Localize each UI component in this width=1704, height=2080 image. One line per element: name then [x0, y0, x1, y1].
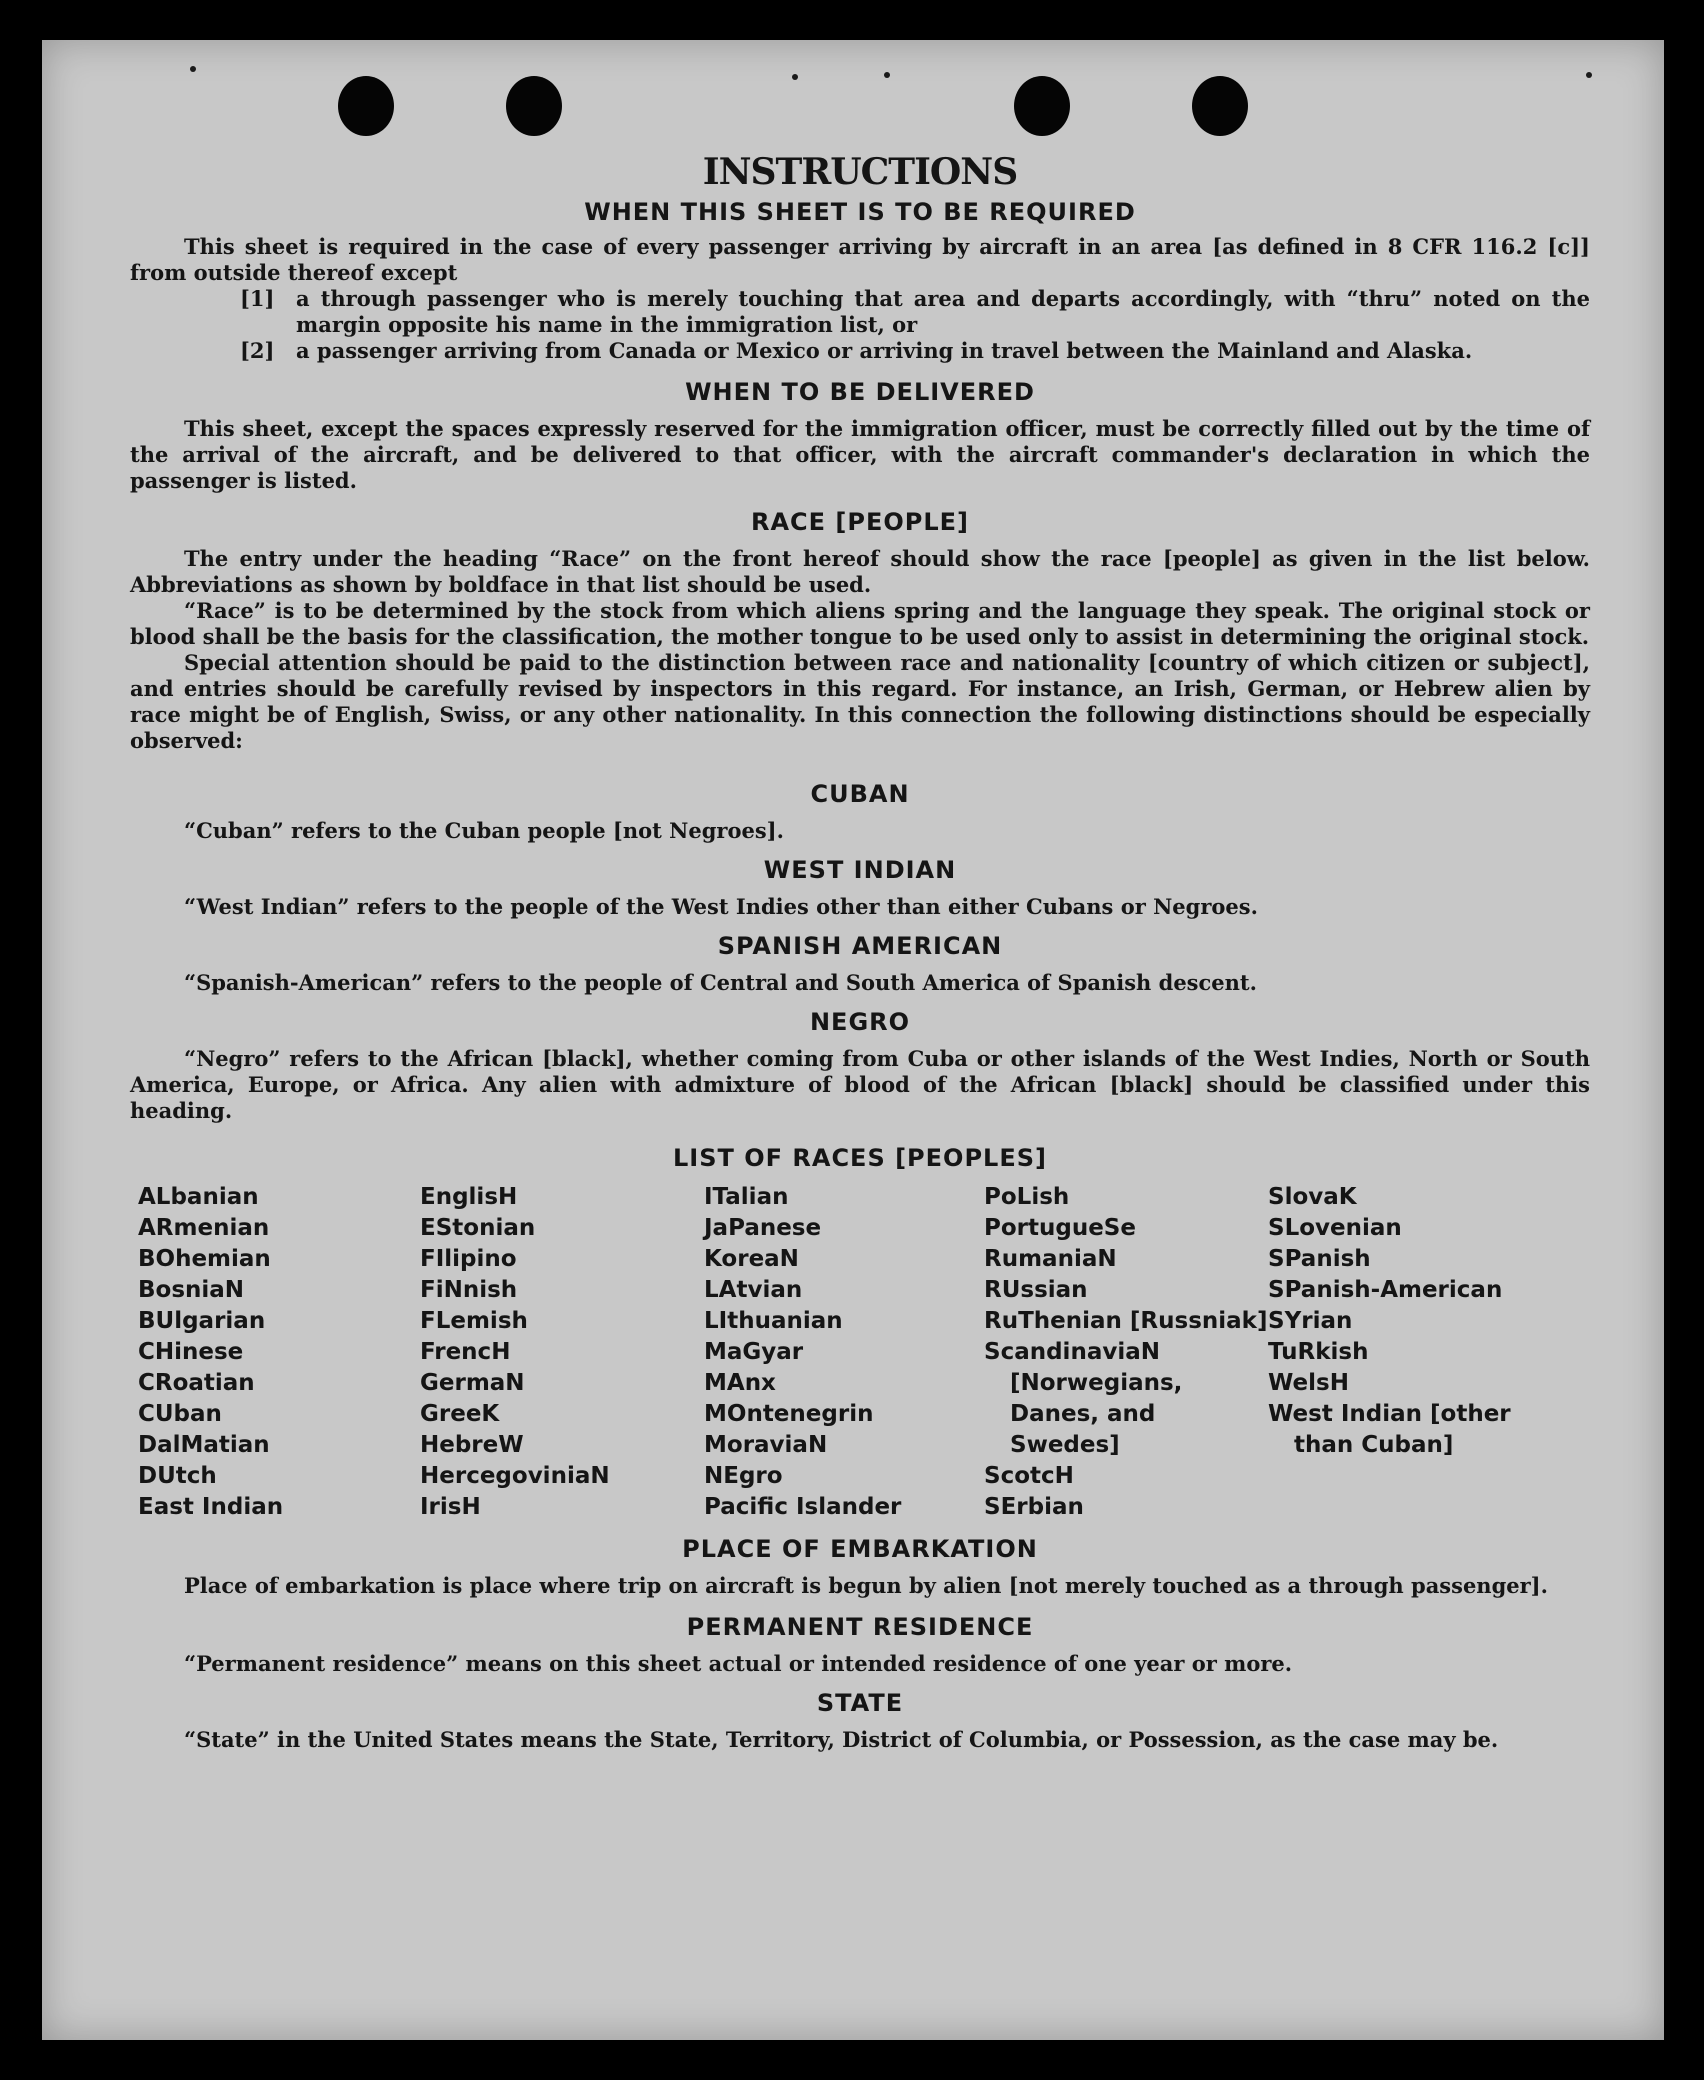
race-item: FLemish [420, 1308, 528, 1334]
race-item: IrisH [420, 1494, 481, 1520]
paragraph: “State” in the United States means the State, Territory, District of Columbia, or Possession, as the case may be. [184, 1727, 1499, 1752]
paragraph: This sheet is required in the case of every passenger arriving by aircraft in an area [as defined in 8 CFR 116.2 [c]] from outside thereof except [130, 234, 1590, 285]
race-item: BOhemian [138, 1246, 271, 1272]
race-item: MOntenegrin [704, 1401, 874, 1427]
race-item: ITalian [704, 1184, 789, 1210]
race-item: GreeK [420, 1401, 500, 1427]
race-item: HercegoviniaN [420, 1463, 610, 1489]
item-text: a passenger arriving from Canada or Mexico or arriving in travel between the Mainland and Alaska. [296, 338, 1473, 363]
speck [190, 66, 196, 72]
race-item: SErbian [984, 1494, 1084, 1520]
race-item: HebreW [420, 1432, 524, 1458]
race-item: DalMatian [138, 1432, 270, 1458]
item-text: a through passenger who is merely touching that area and departs accordingly, with “thru” noted on the margin opposite his name in the immigration list, or [296, 286, 1590, 337]
race-item: SPanish [1268, 1246, 1371, 1272]
section-heading: NEGRO [809, 1008, 911, 1036]
race-item: Pacific Islander [704, 1494, 902, 1520]
paragraph: “Cuban” refers to the Cuban people [not Negroes]. [184, 818, 784, 843]
race-item: ScotcH [984, 1463, 1074, 1489]
punch-hole [338, 76, 394, 136]
race-item: PortugueSe [984, 1215, 1136, 1241]
section-heading: SPANISH AMERICAN [717, 932, 1003, 960]
paragraph: “Race” is to be determined by the stock from which aliens spring and the language they speak. The original stock or blood shall be the basis for the classification, the mother tongue to be used only to assist in determining the original stock. [130, 598, 1590, 649]
list-item [130, 286, 1590, 338]
races-list [138, 1182, 1590, 1523]
race-item: FIlipino [420, 1246, 517, 1272]
item-number: [1] [240, 286, 275, 311]
race-item: CHinese [138, 1339, 244, 1365]
race-item: FiNnish [420, 1277, 518, 1303]
paragraph: “Permanent residence” means on this sheet actual or intended residence of one year or more. [184, 1651, 1293, 1676]
race-item: LIthuanian [704, 1308, 843, 1334]
item-number: [2] [240, 338, 275, 363]
punch-hole [1192, 76, 1248, 136]
race-item: ScandinaviaN [Norwegians, Danes, and Swedes] [984, 1339, 1183, 1458]
race-item: MoraviaN [704, 1432, 828, 1458]
paragraph: Special attention should be paid to the distinction between race and nationality [country of which citizen or subject], and entries should be carefully revised by inspectors in this regard. For instance, an Irish, German, or Hebrew alien by race might be of English, Swiss, or any other nationality. In this connection the following distinctions should be especially observed: [130, 650, 1590, 753]
race-item: ARmenian [138, 1215, 270, 1241]
paragraph: The entry under the heading “Race” on the front hereof should show the race [people] as given in the list below. Abbreviations as shown by boldface in that list should be used. [130, 546, 1590, 597]
race-item: DUtch [138, 1463, 217, 1489]
section-heading: WHEN TO BE DELIVERED [685, 378, 1035, 406]
paragraph: “Spanish-American” refers to the people of Central and South America of Spanish descent. [184, 970, 1257, 995]
race-item: BUlgarian [138, 1308, 266, 1334]
section-heading: WHEN THIS SHEET IS TO BE REQUIRED [584, 198, 1136, 226]
speck [1586, 72, 1592, 78]
race-item: EStonian [420, 1215, 536, 1241]
race-item: SlovaK [1268, 1184, 1357, 1210]
speck [884, 72, 890, 78]
race-item: KoreaN [704, 1246, 799, 1272]
instructions-content [130, 148, 1590, 1753]
race-item: WelsH [1268, 1370, 1349, 1396]
paragraph: Place of embarkation is place where trip on aircraft is begun by alien [not merely touched as a through passenger]. [184, 1573, 1548, 1598]
section-heading: CUBAN [810, 780, 910, 808]
section-heading: WEST INDIAN [763, 856, 957, 884]
section-heading: LIST OF RACES [PEOPLES] [673, 1144, 1047, 1172]
race-item: SYrian [1268, 1308, 1353, 1334]
race-item: TuRkish [1268, 1339, 1369, 1365]
race-item: MAnx [704, 1370, 776, 1396]
race-item: RuThenian [Russniak] [984, 1308, 1268, 1334]
punch-hole [506, 76, 562, 136]
race-item: LAtvian [704, 1277, 803, 1303]
punch-hole [1014, 76, 1070, 136]
document-page [42, 40, 1664, 2040]
race-item: BosniaN [138, 1277, 245, 1303]
races-column [984, 1182, 1268, 1523]
race-item: CUban [138, 1401, 222, 1427]
race-item: NEgro [704, 1463, 783, 1489]
race-item: JaPanese [704, 1215, 822, 1241]
race-item: FrencH [420, 1339, 511, 1365]
race-item: EnglisH [420, 1184, 518, 1210]
section-heading: PERMANENT RESIDENCE [686, 1613, 1034, 1641]
paragraph: This sheet, except the spaces expressly reserved for the immigration officer, must be correctly filled out by the time of the arrival of the aircraft, and be delivered to that officer, with the aircraft commander's declaration in which the passenger is listed. [130, 416, 1590, 493]
paragraph: “West Indian” refers to the people of the West Indies other than either Cubans or Negroes. [184, 894, 1258, 919]
race-item: SPanish-American [1268, 1277, 1503, 1303]
races-column [1268, 1182, 1568, 1523]
race-item: SLovenian [1268, 1215, 1402, 1241]
race-item: MaGyar [704, 1339, 804, 1365]
section-heading: PLACE OF EMBARKATION [682, 1535, 1038, 1563]
races-column [420, 1182, 704, 1523]
section-heading: STATE [816, 1689, 904, 1717]
section-heading: RACE [PEOPLE] [750, 508, 970, 536]
page-title: INSTRUCTIONS [702, 151, 1018, 193]
paragraph: “Negro” refers to the African [black], whether coming from Cuba or other islands of the West Indies, North or South America, Europe, or Africa. Any alien with admixture of blood of the African [black] should be classified under this heading. [130, 1046, 1590, 1123]
race-item: RUssian [984, 1277, 1088, 1303]
race-item: GermaN [420, 1370, 525, 1396]
race-item: ALbanian [138, 1184, 259, 1210]
races-column [138, 1182, 420, 1523]
race-item: East Indian [138, 1494, 284, 1520]
races-column [704, 1182, 984, 1523]
race-item: PoLish [984, 1184, 1070, 1210]
race-item: West Indian [other than Cuban] [1268, 1401, 1511, 1458]
list-item [130, 338, 1590, 364]
race-item: CRoatian [138, 1370, 255, 1396]
race-item: RumaniaN [984, 1246, 1117, 1272]
speck [792, 74, 798, 80]
